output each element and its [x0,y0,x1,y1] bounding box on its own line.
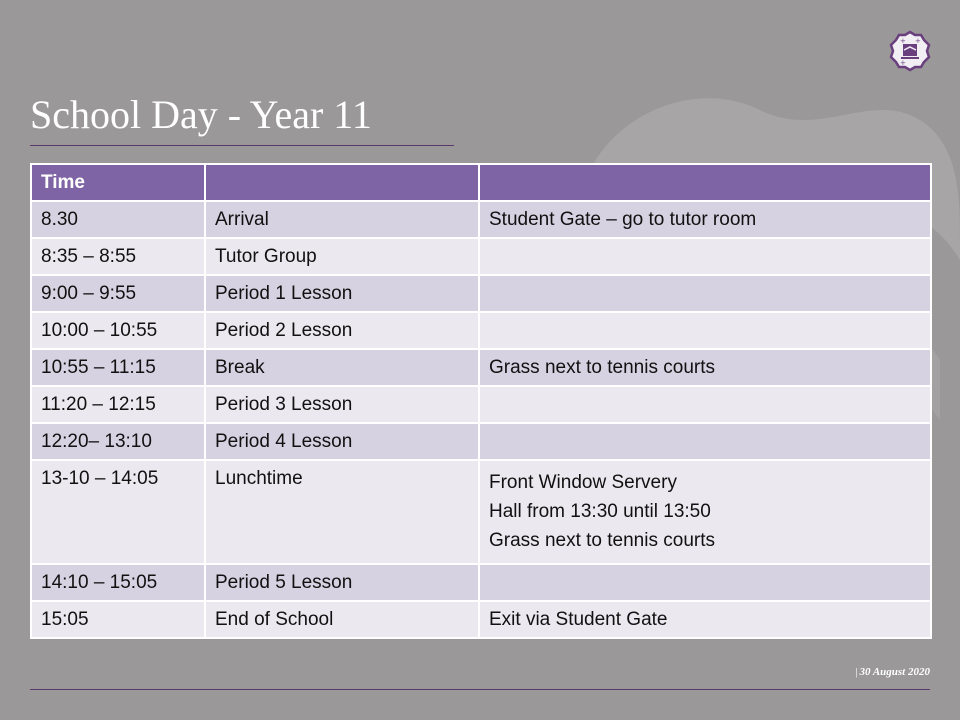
note-line: Hall from 13:30 until 13:50 [489,501,711,522]
notes-cell [479,275,931,312]
activity-cell: Break [205,349,479,386]
note-line: Front Window Servery [489,472,677,493]
time-cell: 10:00 – 10:55 [31,312,205,349]
header-cell-notes [479,164,931,201]
activity-cell: Period 1 Lesson [205,275,479,312]
table-row [31,238,931,275]
footer-separator: | [855,666,858,678]
svg-text:+: + [900,59,906,67]
table-row [31,349,931,386]
activity-cell: Arrival [205,201,479,238]
school-crest-icon [889,30,931,72]
activity-cell: Period 5 Lesson [205,564,479,601]
note-line: Grass next to tennis courts [489,357,715,378]
activity-cell: Period 4 Lesson [205,423,479,460]
time-cell: 11:20 – 12:15 [31,386,205,423]
activity-cell: Period 3 Lesson [205,386,479,423]
table-row [31,312,931,349]
notes-cell [479,201,931,238]
notes-cell [479,386,931,423]
note-line: Student Gate – go to tutor room [489,209,757,230]
table-row [31,201,931,238]
note-line: Grass next to tennis courts [489,530,715,551]
time-cell: 8:35 – 8:55 [31,238,205,275]
footer-date [855,666,930,678]
footer-date-text: 30 August 2020 [859,666,930,678]
notes-cell [479,312,931,349]
table-row [31,386,931,423]
time-cell: 8.30 [31,201,205,238]
table-row [31,564,931,601]
table-row [31,460,931,564]
time-cell: 12:20– 13:10 [31,423,205,460]
time-cell: 9:00 – 9:55 [31,275,205,312]
table-row [31,423,931,460]
time-cell: 14:10 – 15:05 [31,564,205,601]
notes-cell [479,349,931,386]
activity-cell: Tutor Group [205,238,479,275]
title-underline [30,145,454,146]
table-row [31,601,931,638]
notes-cell [479,564,931,601]
activity-cell: End of School [205,601,479,638]
time-cell: 15:05 [31,601,205,638]
header-cell-activity [205,164,479,201]
activity-cell: Period 2 Lesson [205,312,479,349]
header-cell-time: Time [31,164,205,201]
table-row [31,275,931,312]
activity-cell: Lunchtime [205,460,479,564]
note-line: Exit via Student Gate [489,609,668,630]
slide-title: School Day - Year 11 [30,92,372,137]
footer-rule [30,689,930,690]
notes-cell [479,460,931,564]
svg-text:+: + [900,37,906,45]
time-cell: 13-10 – 14:05 [31,460,205,564]
schedule-body [31,201,931,638]
table-header-row [31,164,931,201]
notes-cell [479,601,931,638]
schedule-table [30,163,932,639]
notes-cell [479,423,931,460]
time-cell: 10:55 – 11:15 [31,349,205,386]
svg-text:+: + [915,37,921,45]
notes-cell [479,238,931,275]
